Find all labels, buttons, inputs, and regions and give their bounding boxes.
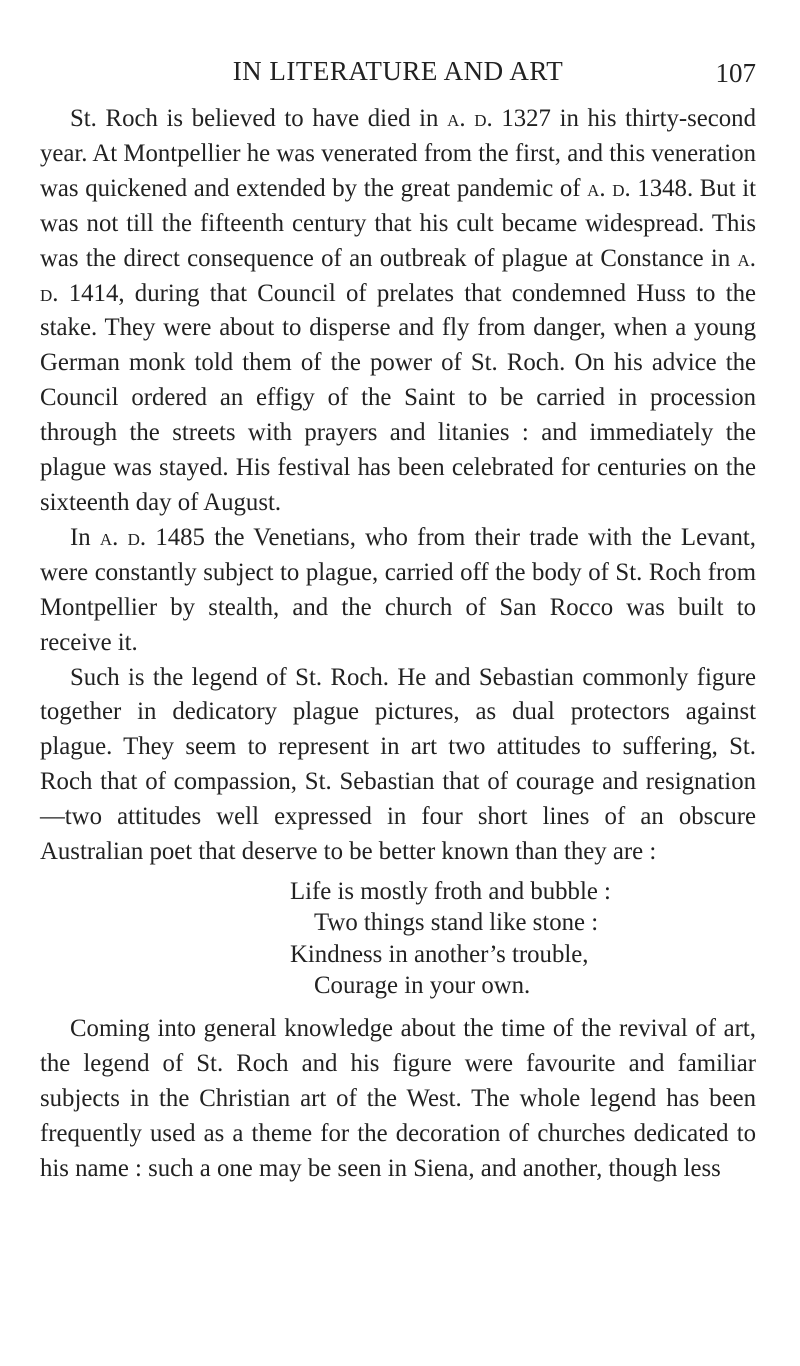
paragraph-4: Coming into general knowledge about the time of the revival of art, the legend of St. Roch and his figure were favourite and familiar subjects in the Christian art of the West. The whole legend has been frequently used as a theme for the decoration of churches dedicated to his name : such a one may be seen in Siena, and another, though less: [40, 1014, 756, 1182]
era-abbreviation: a. d.: [40, 244, 756, 307]
text-run: 1414, during that Council of prelates that condemned Huss to the stake. They were about to disperse and fly from danger, when a young German monk told them of the power of St. Roch. On his advice the Council ordered an effigy of the Saint to be carried in procession through the streets with prayers and litanies : and immediately the plague was stayed. His festival has been celebrated for centuries on the sixteenth day of August.: [40, 279, 756, 516]
era-abbreviation: a. d.: [447, 105, 493, 132]
verse-line-1: Life is mostly froth and bubble :: [290, 877, 611, 905]
running-title: IN LITERATURE AND ART: [232, 56, 564, 86]
verse-line-2: Two things stand like stone :: [314, 909, 599, 937]
text-run: 1327 in his thirty-second year. At Montpellier he was venerated from the first, and this veneration was quickened and extended by the great pandemic of: [40, 105, 756, 202]
era-abbreviation: a. d.: [99, 523, 147, 551]
text-run: In: [70, 523, 100, 551]
page-number: 107: [715, 58, 756, 88]
paragraph-3: Such is the legend of St. Roch. He and Sebastian commonly figure together in dedicatory plague pictures, as dual protectors against plague. They seem to represent in art two attitudes to suffering, St. Roch that of compassion, St. Sebastian that of courage and resignation—two attitudes well expressed in four short lines of an obscure Australian poet that deserve to be better known than they are :: [40, 663, 756, 866]
verse-line-3: Kindness in another’s trouble,: [290, 940, 589, 968]
running-head: [40, 56, 756, 96]
verse-line-4: Courage in your own.: [314, 972, 531, 1000]
text-run: 1485 the Venetians, who from their trade with the Levant, were constantly subject to plague, carried off the body of St. Roch from Montpellier by stealth, and the church of San Rocco was built to receive it.: [40, 523, 756, 656]
paragraph-1: [40, 102, 756, 521]
text-run: 1348. But it was not till the fifteenth century that his cult became widespread. This was the direct consequence of an outbreak of plague at Constance in: [40, 174, 757, 272]
verse-quotation: [40, 876, 756, 1002]
body-text: [40, 102, 756, 1186]
era-abbreviation: a. d.: [587, 174, 631, 202]
paragraph-2: [40, 521, 756, 661]
text-run: St. Roch is believed to have died in: [70, 105, 448, 132]
book-page: [40, 56, 756, 1186]
